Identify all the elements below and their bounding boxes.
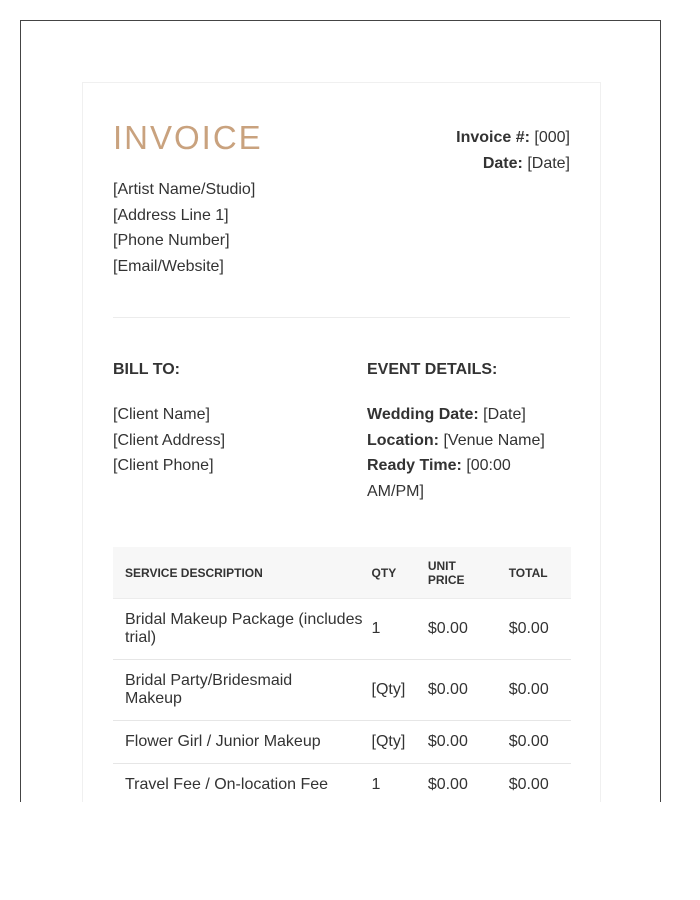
service-description-text: Bridal Party/Bridesmaid Makeup <box>125 672 293 707</box>
bill-to-details <box>113 402 367 479</box>
service-description <box>113 660 372 721</box>
invoice-date-label: Date: <box>482 155 523 172</box>
header-total: TOTAL <box>509 547 571 599</box>
event-detail-value: [Date] <box>483 406 526 423</box>
service-qty: [Qty] <box>372 721 428 764</box>
artist-section <box>113 120 263 279</box>
table-row <box>113 660 571 721</box>
service-unit-price: $0.00 <box>428 721 509 764</box>
client-name: [Client Name] <box>113 406 210 423</box>
invoice-sheet <box>82 82 601 802</box>
invoice-title: INVOICE <box>113 119 263 156</box>
invoice-number-line <box>456 125 570 151</box>
service-description: Travel Fee / On-location Fee <box>113 764 372 803</box>
service-qty: [Qty] <box>372 660 428 721</box>
invoice-date-line <box>456 151 570 177</box>
service-unit-price: $0.00 <box>428 599 509 660</box>
service-total: $0.00 <box>509 599 571 660</box>
service-total: $0.00 <box>509 660 571 721</box>
invoice-number-value: [000] <box>534 129 570 146</box>
table-row <box>113 764 571 803</box>
client-address: [Client Address] <box>113 431 226 449</box>
services-table <box>113 547 571 802</box>
event-detail-location <box>367 428 570 454</box>
header-unit-price <box>428 547 509 599</box>
service-qty: 1 <box>372 764 428 803</box>
artist-address: [Address Line 1] <box>113 206 229 224</box>
event-detail-label: Wedding Date: <box>367 406 479 423</box>
table-header-row <box>113 547 571 599</box>
document-page <box>20 20 661 802</box>
header-qty: QTY <box>372 547 428 599</box>
service-qty: 1 <box>372 599 428 660</box>
event-detail-wedding-date <box>367 402 570 428</box>
artist-name: [Artist Name/Studio] <box>113 181 256 198</box>
artist-info <box>113 177 263 279</box>
service-unit-price: $0.00 <box>428 660 509 721</box>
table-row <box>113 599 571 660</box>
event-detail-value: [00:00 AM/PM] <box>367 457 511 500</box>
invoice-number-label: Invoice #: <box>456 129 530 146</box>
artist-email: [Email/Website] <box>113 257 224 275</box>
event-detail-value: [Venue Name] <box>443 431 545 449</box>
client-phone: [Client Phone] <box>113 457 214 474</box>
event-details-list <box>367 402 570 504</box>
info-section <box>113 360 570 504</box>
invoice-date-value: [Date] <box>527 155 570 172</box>
table-row <box>113 721 571 764</box>
service-total: $0.00 <box>509 764 571 803</box>
artist-phone: [Phone Number] <box>113 232 230 249</box>
service-description: Bridal Makeup Package (includes trial) <box>113 599 372 660</box>
event-detail-label: Location: <box>367 431 439 449</box>
invoice-meta <box>456 125 570 177</box>
header-service-description: SERVICE DESCRIPTION <box>113 547 372 599</box>
invoice-header <box>113 120 570 279</box>
service-total: $0.00 <box>509 721 571 764</box>
event-detail-ready-time <box>367 453 570 504</box>
header-unit-price-label: UNIT PRICE <box>427 558 465 587</box>
event-details-heading: EVENT DETAILS: <box>367 361 498 378</box>
event-details-section <box>367 360 570 504</box>
service-description: Flower Girl / Junior Makeup <box>113 721 372 764</box>
header-divider <box>113 317 570 318</box>
bill-to-section <box>113 360 367 504</box>
event-detail-label: Ready Time: <box>367 457 462 474</box>
bill-to-heading: BILL TO: <box>113 361 180 378</box>
service-unit-price: $0.00 <box>428 764 509 803</box>
